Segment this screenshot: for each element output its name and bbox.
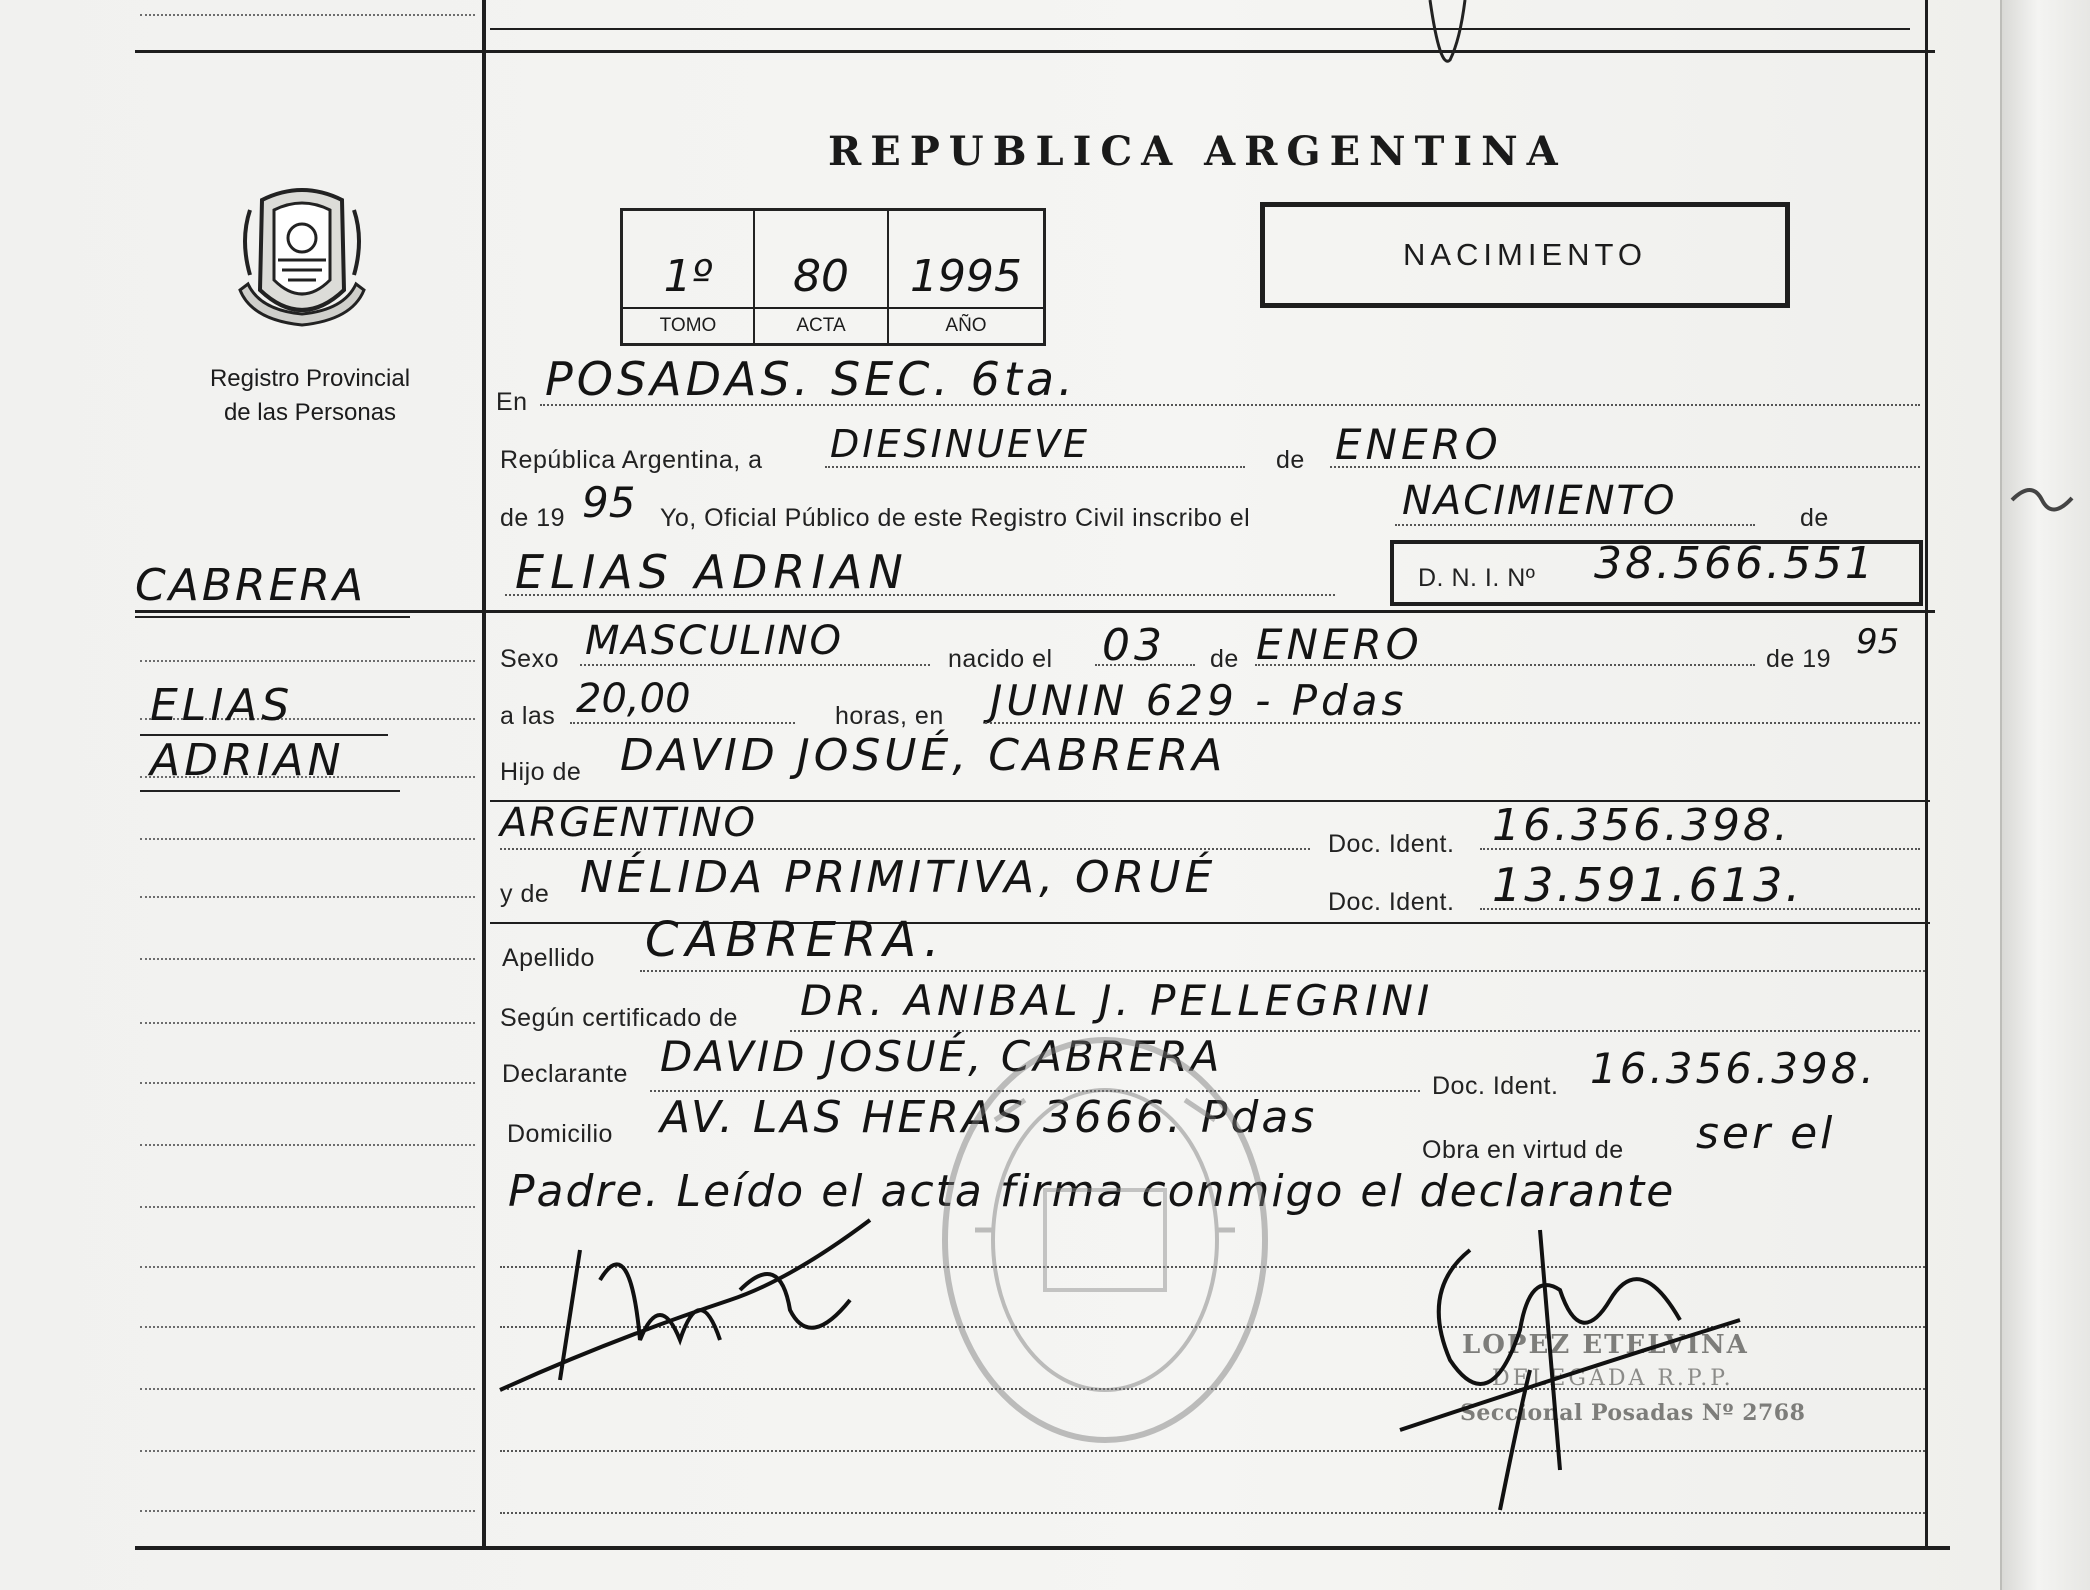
page-edge [2000, 0, 2090, 1590]
mother-doc-value: 13.591.613. [1492, 858, 1803, 912]
margin-dotted-line [140, 1144, 475, 1146]
birth-year-value: 95 [1856, 622, 1900, 662]
alas-label: a las [500, 702, 556, 730]
act-type-box: NACIMIENTO [1260, 202, 1790, 308]
tomo-cell [623, 211, 755, 343]
section-rule [135, 610, 1935, 613]
anio-label: AÑO [945, 315, 987, 336]
margin-dotted-line [140, 1082, 475, 1084]
place-line [540, 404, 1920, 406]
margin-dotted-line [140, 660, 475, 662]
declarante-value: DAVID JOSUÉ, CABRERA [660, 1032, 1223, 1081]
mother-name-value: NÉLIDA PRIMITIVA, ORUÉ [580, 852, 1217, 903]
oficial-text: Yo, Oficial Público de este Registro Civil inscribo el [660, 504, 1251, 532]
birth-day-value: 03 [1102, 620, 1166, 671]
acta-value: 80 [793, 251, 849, 302]
country-title: REPUBLICA ARGENTINA [828, 128, 1567, 175]
de-label: de [1276, 446, 1305, 474]
inscribe-line [1395, 524, 1755, 526]
tomo-label: TOMO [659, 315, 717, 336]
hour-line [570, 722, 795, 724]
place-value: POSADAS. SEC. 6ta. [545, 352, 1077, 406]
officer-name-stamp: LOPEZ ETELVINA [1462, 1330, 1749, 1360]
margin-dotted-line [140, 1266, 475, 1268]
margin-dotted-line [140, 958, 475, 960]
bottom-rule [135, 1546, 1950, 1550]
month-value: ENERO [1335, 420, 1502, 469]
margin-name-2-underline [140, 790, 400, 792]
year-prefix: de 19 [500, 504, 566, 532]
republica-label: República Argentina, a [500, 446, 763, 474]
domicilio-label: Domicilio [507, 1120, 613, 1148]
margin-dotted-line [140, 1022, 475, 1024]
record-box-divider [623, 307, 1043, 309]
child-name-line [505, 594, 1335, 596]
dni-value: 38.566.551 [1594, 538, 1876, 589]
margin-dotted-line [140, 1388, 475, 1390]
en-label: En [496, 388, 528, 416]
birth-month-line [1255, 664, 1755, 666]
father-doc-value: 16.356.398. [1492, 800, 1791, 851]
nacido-label: nacido el [948, 645, 1053, 673]
birth-year-prefix: de 19 [1766, 645, 1832, 673]
apellido-label: Apellido [502, 944, 595, 972]
segun-label: Según certificado de [500, 1004, 738, 1032]
dni-box [1390, 540, 1923, 606]
birth-day-line [1095, 664, 1195, 666]
father-name-value: DAVID JOSUÉ, CABRERA [620, 730, 1227, 781]
acta-label: ACTA [796, 315, 846, 336]
margin-name-2: ADRIAN [150, 735, 345, 786]
certificate-doctor-value: DR. ANIBAL J. PELLEGRINI [800, 976, 1434, 1025]
margin-dotted-line [140, 14, 475, 16]
father-doc-label: Doc. Ident. [1328, 830, 1455, 858]
birth-month-value: ENERO [1256, 620, 1423, 669]
tomo-value: 1º [663, 251, 713, 302]
domicilio-value: AV. LAS HERAS 3666. Pdas [660, 1092, 1318, 1143]
margin-dotted-line [140, 1510, 475, 1512]
father-nationality-line [500, 848, 1310, 850]
child-name-value: ELIAS ADRIAN [515, 545, 909, 599]
mother-doc-line [1480, 908, 1920, 910]
margin-surname-underline [135, 616, 410, 618]
birth-place-line [985, 722, 1920, 724]
de-label-2: de [1800, 504, 1829, 532]
margin-dotted-line [140, 838, 475, 840]
official-seal-stamp [935, 1030, 1275, 1450]
margin-dotted-line [140, 896, 475, 898]
dni-label: D. N. I. Nº [1418, 564, 1536, 592]
yde-label: y de [500, 880, 550, 908]
staple-icon [2002, 470, 2090, 530]
officer-role-stamp: DELEGADA R.P.P. [1492, 1366, 1734, 1391]
sexo-line [580, 664, 930, 666]
father-doc-line [1480, 848, 1920, 850]
sexo-value: MASCULINO [585, 618, 843, 664]
registry-line-1: Registro Provincial [209, 365, 411, 392]
closing-text: Padre. Leído el acta firma conmigo el declarante [508, 1166, 1676, 1217]
top-short-rule [490, 28, 1910, 30]
province-coat-of-arms-icon [232, 180, 372, 335]
hijo-label: Hijo de [500, 758, 582, 786]
top-pen-stroke [1420, 0, 1480, 70]
registry-line-2: de las Personas [223, 399, 397, 426]
obra-label: Obra en virtud de [1422, 1136, 1624, 1164]
officer-office-stamp: Seccional Posadas Nº 2768 [1460, 1400, 1806, 1426]
officer-signature [1380, 1210, 1760, 1540]
margin-name-1: ELIAS [150, 680, 294, 731]
day-value: DIESINUEVE [830, 422, 1091, 466]
margin-dotted-line [140, 1450, 475, 1452]
declarante-label: Declarante [502, 1060, 628, 1088]
anio-cell [889, 211, 1043, 343]
margin-surname: CABRERA [135, 560, 367, 611]
anio-value: 1995 [910, 251, 1022, 302]
declarante-doc-value: 16.356.398. [1590, 1044, 1877, 1093]
mother-doc-label: Doc. Ident. [1328, 888, 1455, 916]
registry-name [150, 362, 470, 430]
horas-label: horas, en [835, 702, 944, 730]
declarante-doc-label: Doc. Ident. [1432, 1072, 1559, 1100]
father-nationality-value: ARGENTINO [500, 800, 757, 846]
apellido-value: CABRERA. [645, 912, 947, 968]
hour-value: 20,00 [576, 676, 691, 722]
apellido-line [640, 970, 1925, 972]
sexo-label: Sexo [500, 645, 559, 673]
obra-value: ser el [1696, 1108, 1836, 1159]
declarant-signature [490, 1190, 890, 1410]
record-number-box [620, 208, 1046, 346]
right-border [1925, 0, 1928, 1548]
year-value: 95 [582, 478, 636, 527]
day-line [825, 466, 1245, 468]
margin-dotted-line [140, 1326, 475, 1328]
acta-cell [755, 211, 889, 343]
birth-place-value: JUNIN 629 - Pdas [990, 676, 1408, 725]
month-line [1330, 466, 1920, 468]
de-label-3: de [1210, 645, 1239, 673]
margin-divider [482, 0, 486, 1548]
top-rule [135, 50, 1935, 53]
inscribe-value: NACIMIENTO [1402, 478, 1677, 524]
margin-dotted-line [140, 1206, 475, 1208]
